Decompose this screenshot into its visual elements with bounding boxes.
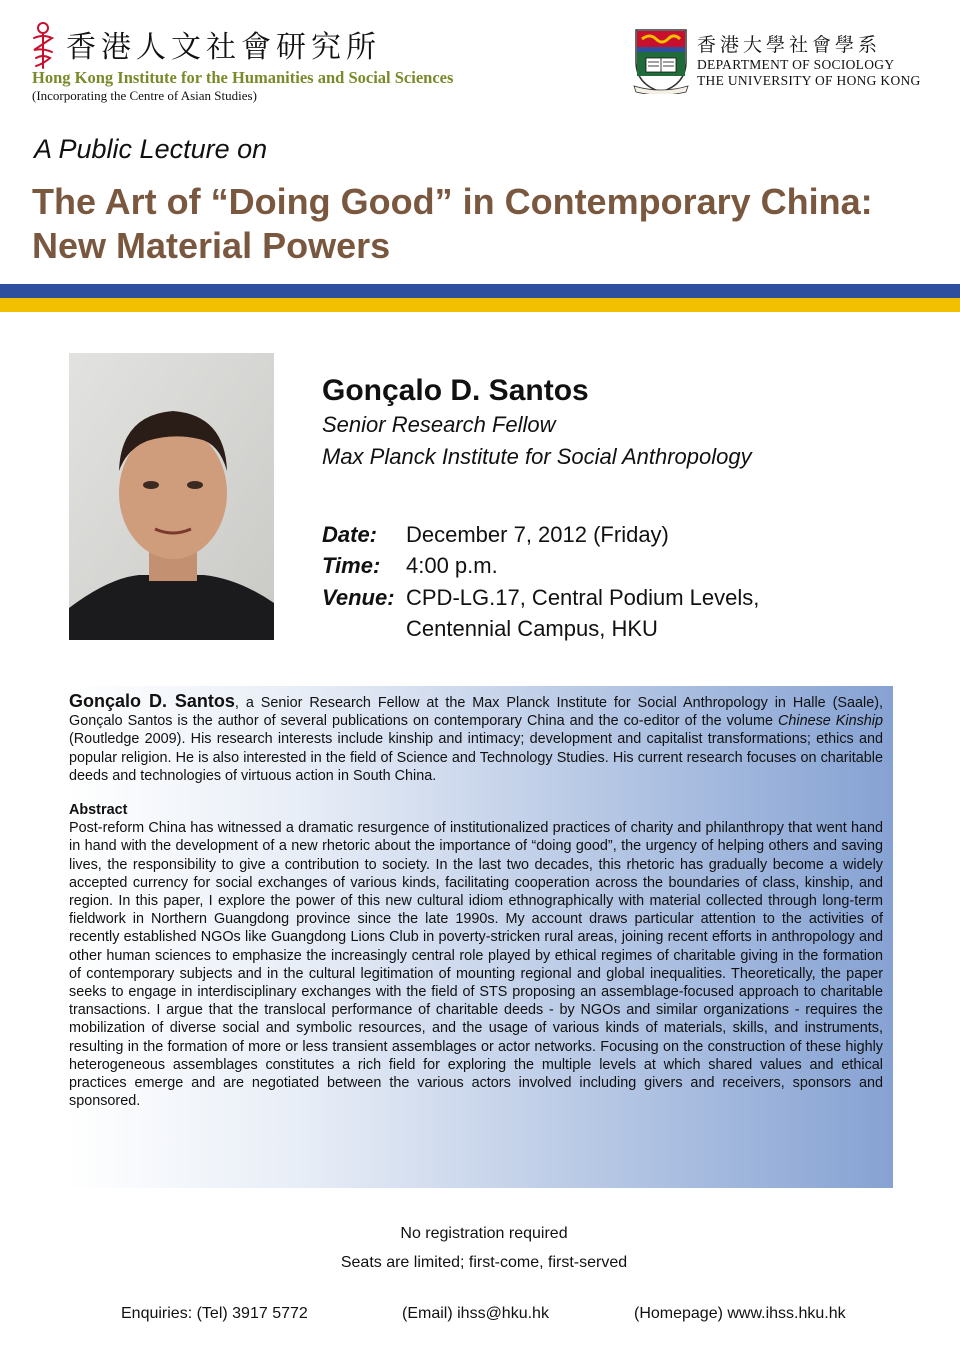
abstract-text: Post-reform China has witnessed a dramatic resurgence of institutionalized practices of charity and philanthropy that went hand in hand with the development of a new rhetoric about the importance of “doing good”, the urgency of helping others and saving lives, the responsibility to give a contribution to society. In the last two decades, this rhetoric has gradually become a widely accepted currency for social exchanges of various kinds, facilitating cooperation across the boundaries of class, kinship, and region. In this paper, I explore the power of this new cultural idiom ethnographically with material collected through long-term fieldwork in Northern Guangdong province since the late 1990s. My account draws particular attention to the activities of recently established NGOs like Guangdong Lions Club in poverty-stricken rural areas, joining recent efforts in anthropology and other human sciences to emphasize the increasingly central role played by ethical regimes of charitable giving in the formation of contemporary subjects and in the cultural legitimation of mounting regional and global inequalities. Theoretically, the paper seeks to engage in interdisciplinary exchanges with the field of STS proposing an assemblage-focused approach to charitable transactions. I argue that the translocal performance of charitable deeds - by NGOs and similar organizations - requires the mobilization of diverse social and symbolic resources, and the usage of various kinds of materials, skills, and instruments, resulting in the formation of more or less transient assemblages or actor networks. Focusing on the construction of these highly heterogeneous assemblages constitutes a rich field for exploring the multiple levels at which shared values and ethical practices emerge and are negotiated between the various actors involved including givers and receivers, sponsors and sponsored. <box>69 820 883 1110</box>
speaker-name: Gonçalo D. Santos <box>322 374 589 407</box>
date-label: Date: <box>322 522 378 547</box>
ihss-chinese-name: 香港人文社會研究所 <box>66 30 381 65</box>
hku-crest-logo <box>632 28 690 94</box>
ihss-seal-logo <box>30 20 56 70</box>
dept-chinese-name: 香港大學社會學系 <box>697 34 882 56</box>
registration-note: No registration required <box>400 1225 568 1242</box>
ihss-subtitle: (Incorporating the Centre of Asian Studies) <box>32 88 257 103</box>
bio-text-1: , a Senior Research Fellow at the Max Planck Institute for Social Anthropology in Halle (Saale), Gonçalo Santos is the author of several publications on contemporary China and the co-editor of the volume <box>69 695 883 730</box>
dept-english-name: DEPARTMENT OF SOCIOLOGY <box>697 57 895 72</box>
time-value: 4:00 p.m. <box>406 553 498 578</box>
ihss-english-name: Hong Kong Institute for the Humanities and Social Sciences <box>32 68 454 87</box>
venue-label: Venue: <box>322 585 395 610</box>
bio-text-2: (Routledge 2009). His research interests include kinship and intimacy; development and capitalist transformations; ethics and popular religion. He is also interested in the field of Science and Technology Studies. His current research focuses on charitable deeds and technologies of virtuous action in South China. <box>69 731 883 784</box>
enquiries-tel: Enquiries: (Tel) 3917 5772 <box>121 1305 308 1322</box>
bio-name: Gonçalo D. Santos <box>69 691 235 711</box>
enquiries-homepage[interactable]: (Homepage) www.ihss.hku.hk <box>634 1305 846 1322</box>
enquiries-email[interactable]: (Email) ihss@hku.hk <box>402 1305 549 1322</box>
bio-paragraph <box>69 692 883 785</box>
speaker-role: Senior Research Fellow <box>322 412 556 437</box>
blue-stripe <box>0 284 960 298</box>
lecture-kicker: A Public Lecture on <box>34 134 268 164</box>
lecture-title: The Art of “Doing Good” in Contemporary China: New Material Powers <box>32 181 873 266</box>
date-value: December 7, 2012 (Friday) <box>406 522 669 547</box>
speaker-photo <box>69 353 274 640</box>
speaker-institute: Max Planck Institute for Social Anthropology <box>322 444 752 469</box>
venue-line-2: Centennial Campus, HKU <box>406 616 658 641</box>
bio-book-title: Chinese Kinship <box>778 713 883 730</box>
abstract-box <box>67 686 893 1188</box>
time-label: Time: <box>322 553 381 578</box>
gold-stripe <box>0 298 960 312</box>
university-name: THE UNIVERSITY OF HONG KONG <box>697 73 921 88</box>
venue-line-1: CPD-LG.17, Central Podium Levels, <box>406 585 760 610</box>
abstract-heading: Abstract <box>69 802 128 819</box>
seats-note: Seats are limited; first-come, first-served <box>340 1254 628 1271</box>
